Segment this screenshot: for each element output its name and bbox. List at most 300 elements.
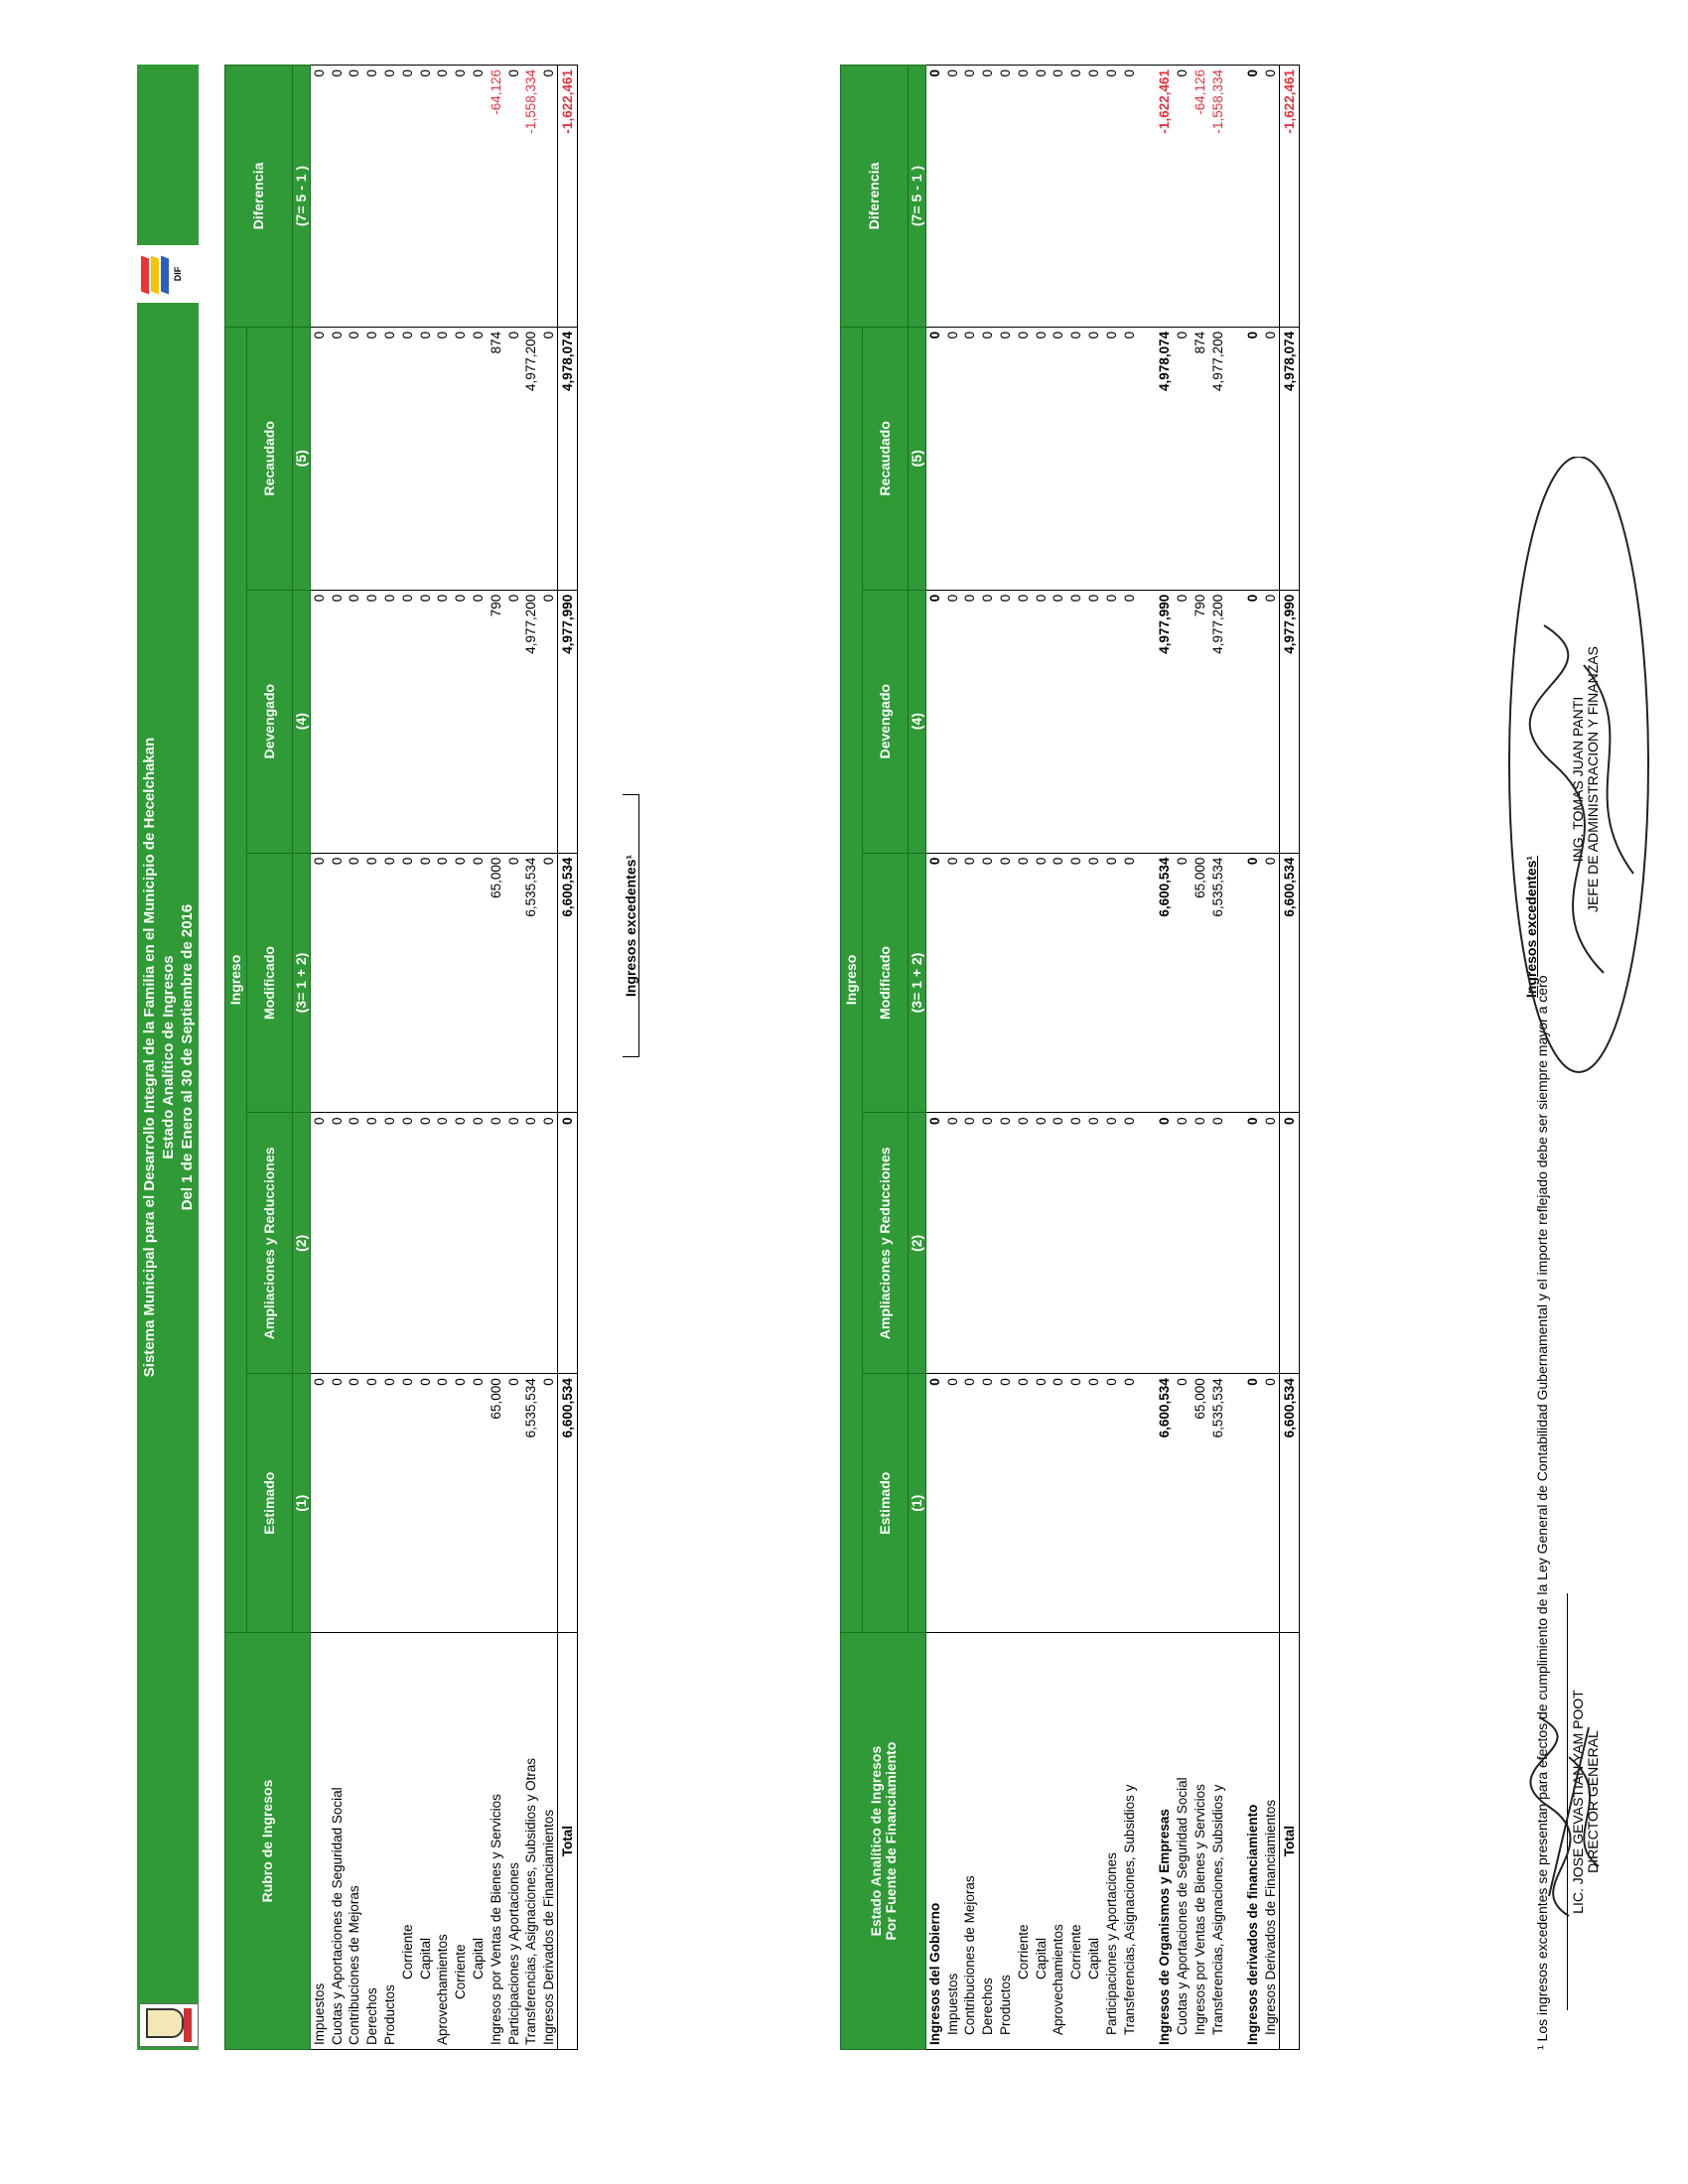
- cell-c1: 0: [1244, 1374, 1262, 1633]
- cell-c7: 0: [452, 66, 470, 328]
- cell-c2: 0: [926, 1113, 944, 1374]
- cell-c3: 0: [943, 853, 961, 1113]
- cell-c5: 0: [1120, 327, 1138, 590]
- cell-c1: 0: [1174, 1374, 1192, 1633]
- cell-c3: 0: [1050, 853, 1067, 1113]
- cell-c2: 0: [328, 1113, 346, 1374]
- cell-c7: -1,558,334: [1208, 66, 1226, 328]
- cell-c5: 0: [1067, 327, 1085, 590]
- cell-c2: 0: [1067, 1113, 1085, 1374]
- table-row: [434, 66, 452, 2050]
- cell-c1: 0: [346, 1374, 363, 1633]
- cell-c3: 0: [1014, 853, 1032, 1113]
- cell-c1: 0: [943, 1374, 961, 1633]
- cell-c1: 0: [1120, 1374, 1138, 1633]
- cell-c7: 0: [1032, 66, 1050, 328]
- cell-c1: 0: [504, 1374, 522, 1633]
- cell-c5: 0: [540, 327, 558, 590]
- cell-c2: 0: [943, 1113, 961, 1374]
- cell-c3: [1226, 853, 1244, 1113]
- cell-c3: 0: [961, 853, 979, 1113]
- cell-c1: 0: [434, 1374, 452, 1633]
- cell-c4: 0: [504, 590, 522, 853]
- cell-c2: [1138, 1113, 1156, 1374]
- cell-c7: 0: [1120, 66, 1138, 328]
- row-label: Capital: [1085, 1633, 1103, 2050]
- cell-c7: 0: [398, 66, 416, 328]
- cell-c4: 4,977,200: [522, 590, 540, 853]
- right-handwritten-signature: [1484, 457, 1673, 1092]
- cell-c1: 0: [311, 1374, 329, 1633]
- row-label: Productos: [381, 1633, 399, 2050]
- col-number-3: (3= 1 + 2): [293, 853, 311, 1113]
- row-label: Capital: [416, 1633, 434, 2050]
- cell-c4: 0: [1174, 590, 1192, 853]
- row-label: Transferencias, Asignaciones, Subsidios y Otras: [522, 1633, 540, 2050]
- cell-c2: 0: [346, 1113, 363, 1374]
- cell-c3: 0: [540, 853, 558, 1113]
- cell-c1: 0: [452, 1374, 470, 1633]
- cell-c5: 0: [1102, 327, 1120, 590]
- dif-logo-text: DIF: [173, 266, 183, 282]
- row-label: Corriente: [398, 1633, 416, 2050]
- cell-c7: 0: [1102, 66, 1120, 328]
- header-line-3: Del 1 de Enero al 30 de Septiembre de 2016: [179, 903, 196, 1211]
- table-row: [398, 66, 416, 2050]
- table-row: [1067, 66, 1085, 2050]
- cell-c5: 0: [416, 327, 434, 590]
- cell-c3: 0: [997, 853, 1015, 1113]
- cell-c3: 0: [328, 853, 346, 1113]
- cell-c3: 0: [398, 853, 416, 1113]
- cell-c5: 0: [997, 327, 1015, 590]
- row-label: Ingresos Derivados de Financiamientos: [1262, 1633, 1280, 2050]
- row-label: Ingresos por Ventas de Bienes y Servicios: [1191, 1633, 1208, 2050]
- cell-c3: 0: [1032, 853, 1050, 1113]
- row-label: Impuestos: [943, 1633, 961, 2050]
- table-row: [381, 66, 399, 2050]
- cell-c5: 874: [487, 327, 504, 590]
- cell-c1: 0: [328, 1374, 346, 1633]
- cell-c3: 0: [1244, 853, 1262, 1113]
- modificado-header-2: Modificado: [863, 853, 909, 1113]
- cell-c7: -1,622,461: [1156, 66, 1174, 328]
- table-row: [1174, 66, 1192, 2050]
- cell-c2: 0: [1102, 1113, 1120, 1374]
- table-row: [487, 66, 504, 2050]
- cell-c4: 0: [470, 590, 488, 853]
- total-label: Total: [558, 1633, 578, 2050]
- table-row: [470, 66, 488, 2050]
- cell-c5: 0: [346, 327, 363, 590]
- cell-c1: 0: [540, 1374, 558, 1633]
- cell-c7: 0: [470, 66, 488, 328]
- cell-c3: 0: [926, 853, 944, 1113]
- cell-c3: 0: [1102, 853, 1120, 1113]
- cell-c2: 0: [1208, 1113, 1226, 1374]
- row-label: Aprovechamientos: [1050, 1633, 1067, 2050]
- cell-c3: 0: [452, 853, 470, 1113]
- cell-c4: 0: [943, 590, 961, 853]
- cell-c4: 0: [381, 590, 399, 853]
- row-label: Capital: [470, 1633, 488, 2050]
- cell-c1: 0: [381, 1374, 399, 1633]
- table-row: [1226, 66, 1244, 2050]
- cell-c1: 0: [997, 1374, 1015, 1633]
- cell-c5: 0: [1032, 327, 1050, 590]
- cell-c4: 0: [1120, 590, 1138, 853]
- cell-c7: 0: [434, 66, 452, 328]
- row-label: Cuotas y Aportaciones de Seguridad Social: [328, 1633, 346, 2050]
- cell-c4: 0: [979, 590, 997, 853]
- cell-c1: 0: [363, 1374, 381, 1633]
- total-c7: -1,622,461: [558, 66, 578, 328]
- col-number-1b: (1): [909, 1374, 926, 1633]
- cell-c3: 0: [434, 853, 452, 1113]
- cell-c7: 0: [979, 66, 997, 328]
- cell-c1: 0: [416, 1374, 434, 1633]
- cell-c5: [1138, 327, 1156, 590]
- devengado-header: Devengado: [247, 590, 293, 853]
- report-header: [137, 65, 199, 2050]
- cell-c4: 4,977,200: [1208, 590, 1226, 853]
- cell-c7: 0: [504, 66, 522, 328]
- cell-c4: 0: [1067, 590, 1085, 853]
- cell-c2: 0: [434, 1113, 452, 1374]
- fuente-financiamiento-table: [840, 65, 1300, 2050]
- modificado-header: Modificado: [247, 853, 293, 1113]
- ampliaciones-header: Ampliaciones y Reducciones: [247, 1113, 293, 1374]
- col-number-5b: (5): [909, 327, 926, 590]
- table-row: [1120, 66, 1138, 2050]
- cell-c3: 0: [1120, 853, 1138, 1113]
- cell-c7: 0: [416, 66, 434, 328]
- cell-c7: 0: [311, 66, 329, 328]
- cell-c7: 0: [540, 66, 558, 328]
- cell-c4: 0: [346, 590, 363, 853]
- cell-c4: 790: [487, 590, 504, 853]
- cell-c2: 0: [540, 1113, 558, 1374]
- ingreso-group-header: Ingreso: [225, 327, 247, 1632]
- left-handwritten-signature: [1509, 1668, 1628, 1926]
- cell-c7: 0: [1262, 66, 1280, 328]
- cell-c1: 0: [979, 1374, 997, 1633]
- total-c4: 4,977,990: [1279, 590, 1299, 853]
- row-label: Productos: [997, 1633, 1015, 2050]
- cell-c3: 65,000: [487, 853, 504, 1113]
- cell-c5: 4,977,200: [522, 327, 540, 590]
- cell-c7: 0: [943, 66, 961, 328]
- cell-c4: 0: [452, 590, 470, 853]
- cell-c2: 0: [504, 1113, 522, 1374]
- cell-c4: 0: [997, 590, 1015, 853]
- row-label: Ingresos derivados de financiamiento: [1244, 1633, 1262, 2050]
- cell-c1: 0: [1032, 1374, 1050, 1633]
- row-label: Contribuciones de Mejoras: [961, 1633, 979, 2050]
- cell-c5: 0: [1262, 327, 1280, 590]
- cell-c4: 0: [1032, 590, 1050, 853]
- cell-c1: 6,535,534: [522, 1374, 540, 1633]
- diferencia-header-2: Diferencia: [841, 66, 909, 328]
- table-row: [504, 66, 522, 2050]
- total-c4: 4,977,990: [558, 590, 578, 853]
- estimado-header-2: Estimado: [863, 1374, 909, 1633]
- cell-c2: 0: [1032, 1113, 1050, 1374]
- cell-c1: 0: [1262, 1374, 1280, 1633]
- cell-c5: 874: [1191, 327, 1208, 590]
- cell-c5: 0: [363, 327, 381, 590]
- cell-c4: [1138, 590, 1156, 853]
- cell-c5: 0: [979, 327, 997, 590]
- row-label: Aprovechamientos: [434, 1633, 452, 2050]
- cell-c7: 0: [926, 66, 944, 328]
- ingresos-excedentes-label-2: Ingresos excedentes¹: [1523, 855, 1539, 999]
- table-row: [346, 66, 363, 2050]
- cell-c2: 0: [1085, 1113, 1103, 1374]
- cell-c7: [1138, 66, 1156, 328]
- cell-c4: 0: [311, 590, 329, 853]
- row-label: Participaciones y Aportaciones: [504, 1633, 522, 2050]
- cell-c4: 0: [540, 590, 558, 853]
- col-number-3b: (3= 1 + 2): [909, 853, 926, 1113]
- total-c5: 4,978,074: [558, 327, 578, 590]
- cell-c1: 6,600,534: [1156, 1374, 1174, 1633]
- table-row: [452, 66, 470, 2050]
- cell-c5: 0: [504, 327, 522, 590]
- row-label: Cuotas y Aportaciones de Seguridad Social: [1174, 1633, 1192, 2050]
- cell-c1: 65,000: [487, 1374, 504, 1633]
- seal-ribbon-icon: [184, 2008, 192, 2042]
- cell-c1: [1138, 1374, 1156, 1633]
- cell-c4: 0: [926, 590, 944, 853]
- total-c3: 6,600,534: [558, 853, 578, 1113]
- row-label: Corriente: [1014, 1633, 1032, 2050]
- cell-c2: 0: [1120, 1113, 1138, 1374]
- cell-c3: 0: [346, 853, 363, 1113]
- table-row: [1138, 66, 1156, 2050]
- fuente-header: [841, 1633, 926, 2050]
- cell-c4: 0: [398, 590, 416, 853]
- estimado-header: Estimado: [247, 1374, 293, 1633]
- col-number-7: (7= 5 - 1 ): [293, 66, 311, 328]
- cell-c2: 0: [979, 1113, 997, 1374]
- total-c2: 0: [558, 1113, 578, 1374]
- cell-c7: -1,558,334: [522, 66, 540, 328]
- row-label: Derechos: [979, 1633, 997, 2050]
- cell-c2: 0: [1174, 1113, 1192, 1374]
- right-signer-title: JEFE DE ADMINISTRACION Y FINANZAS: [1585, 646, 1601, 912]
- row-label: Ingresos de Organismos y Empresas: [1156, 1633, 1174, 2050]
- row-label: Contribuciones de Mejoras: [346, 1633, 363, 2050]
- cell-c5: 0: [1244, 327, 1262, 590]
- dif-logo: [135, 245, 201, 303]
- cell-c4: 0: [961, 590, 979, 853]
- cell-c5: 0: [398, 327, 416, 590]
- table-row: [1102, 66, 1120, 2050]
- total-c5: 4,978,074: [1279, 327, 1299, 590]
- cell-c1: 65,000: [1191, 1374, 1208, 1633]
- cell-c1: 0: [1014, 1374, 1032, 1633]
- municipal-seal-logo: [139, 2003, 199, 2047]
- cell-c3: 0: [470, 853, 488, 1113]
- table-row: [416, 66, 434, 2050]
- row-label: Transferencias, Asignaciones, Subsidios y: [1208, 1633, 1226, 2050]
- left-signer-name: LIC. JOSE GEVASTIAN YAM POOT: [1570, 1690, 1586, 1914]
- footnote: ¹ Los ingresos excedentes se presentan para efectos de cumplimiento de la Ley General de Contabilidad Gubernamental y el importe reflejado debe ser siempre mayor a cero: [1534, 975, 1550, 2050]
- cell-c3: 6,535,534: [522, 853, 540, 1113]
- cell-c3: 6,535,534: [1208, 853, 1226, 1113]
- table-row: [961, 66, 979, 2050]
- cell-c3: 0: [363, 853, 381, 1113]
- cell-c2: [1226, 1113, 1244, 1374]
- cell-c2: 0: [381, 1113, 399, 1374]
- cell-c4: 0: [1262, 590, 1280, 853]
- cell-c4: [1226, 590, 1244, 853]
- ampliaciones-header-2: Ampliaciones y Reducciones: [863, 1113, 909, 1374]
- cell-c3: 0: [504, 853, 522, 1113]
- left-signer-title: DIRECTOR GENERAL: [1585, 1730, 1601, 1873]
- cell-c7: 0: [1050, 66, 1067, 328]
- cell-c2: 0: [470, 1113, 488, 1374]
- table-row: [1032, 66, 1050, 2050]
- table-row: [1191, 66, 1208, 2050]
- cell-c7: -64,126: [1191, 66, 1208, 328]
- cell-c5: 0: [1014, 327, 1032, 590]
- cell-c2: 0: [452, 1113, 470, 1374]
- cell-c3: 6,600,534: [1156, 853, 1174, 1113]
- devengado-header-2: Devengado: [863, 590, 909, 853]
- rubro-header: Rubro de Ingresos: [225, 1633, 311, 2050]
- cell-c2: 0: [398, 1113, 416, 1374]
- cell-c4: 0: [416, 590, 434, 853]
- table-row: [522, 66, 540, 2050]
- fuente-header-line-1: Estado Analítico de Ingresos: [867, 1745, 884, 1937]
- rubro-ingresos-table: [224, 65, 578, 2050]
- cell-c7: 0: [1244, 66, 1262, 328]
- col-number-4b: (4): [909, 590, 926, 853]
- cell-c5: 0: [1050, 327, 1067, 590]
- table-row: [1262, 66, 1280, 2050]
- cell-c1: 6,535,534: [1208, 1374, 1226, 1633]
- cell-c7: 0: [1085, 66, 1103, 328]
- cell-c2: 0: [1244, 1113, 1262, 1374]
- cell-c3: 0: [416, 853, 434, 1113]
- cell-c7: 0: [1174, 66, 1192, 328]
- col-number-5: (5): [293, 327, 311, 590]
- cell-c2: 0: [997, 1113, 1015, 1374]
- table-row: [1085, 66, 1103, 2050]
- col-number-2b: (2): [909, 1113, 926, 1374]
- cell-c7: 0: [381, 66, 399, 328]
- cell-c1: 0: [1085, 1374, 1103, 1633]
- table-row: [943, 66, 961, 2050]
- cell-c5: 0: [311, 327, 329, 590]
- col-number-2: (2): [293, 1113, 311, 1374]
- total-row: [1279, 66, 1299, 2050]
- row-label: Ingresos del Gobierno: [926, 1633, 944, 2050]
- cell-c7: 0: [363, 66, 381, 328]
- row-label: [1138, 1633, 1156, 2050]
- cell-c1: 0: [398, 1374, 416, 1633]
- cell-c1: 0: [926, 1374, 944, 1633]
- cell-c7: 0: [346, 66, 363, 328]
- cell-c1: 0: [1050, 1374, 1067, 1633]
- row-label: Transferencias, Asignaciones, Subsidios y: [1120, 1633, 1138, 2050]
- table-row: [540, 66, 558, 2050]
- row-label: Corriente: [1067, 1633, 1085, 2050]
- cell-c5: 0: [381, 327, 399, 590]
- col-number-7b: (7= 5 - 1 ): [909, 66, 926, 328]
- cell-c4: 0: [363, 590, 381, 853]
- table-row: [363, 66, 381, 2050]
- table-row: [311, 66, 329, 2050]
- cell-c4: 0: [1050, 590, 1067, 853]
- total-c2: 0: [1279, 1113, 1299, 1374]
- right-signer-name: ING. TOMAS JUAN PANTI: [1570, 696, 1586, 863]
- table-row: [926, 66, 944, 2050]
- row-label: Impuestos: [311, 1633, 329, 2050]
- cell-c5: [1226, 327, 1244, 590]
- row-label: Ingresos por Ventas de Bienes y Servicios: [487, 1633, 504, 2050]
- cell-c5: 0: [961, 327, 979, 590]
- row-label: Ingresos Derivados de Financiamientos: [540, 1633, 558, 2050]
- header-line-2: Estado Analítico de Ingresos: [160, 955, 177, 1160]
- row-label: Capital: [1032, 1633, 1050, 2050]
- cell-c7: -64,126: [487, 66, 504, 328]
- ingresos-excedentes-label-1: Ingresos excedentes¹: [623, 794, 639, 1057]
- cell-c5: 0: [943, 327, 961, 590]
- fuente-header-line-2: Por Fuente de Financiamiento: [882, 1741, 899, 1941]
- recaudado-header: Recaudado: [247, 327, 293, 590]
- cell-c2: 0: [1156, 1113, 1174, 1374]
- cell-c2: 0: [522, 1113, 540, 1374]
- cell-c4: 0: [1102, 590, 1120, 853]
- cell-c2: 0: [1191, 1113, 1208, 1374]
- cell-c5: 4,978,074: [1156, 327, 1174, 590]
- total-c1: 6,600,534: [558, 1374, 578, 1633]
- cell-c2: 0: [487, 1113, 504, 1374]
- cell-c5: 0: [470, 327, 488, 590]
- recaudado-header-2: Recaudado: [863, 327, 909, 590]
- diferencia-header: Diferencia: [225, 66, 293, 328]
- col-number-4: (4): [293, 590, 311, 853]
- cell-c4: 0: [1085, 590, 1103, 853]
- cell-c7: [1226, 66, 1244, 328]
- col-number-1: (1): [293, 1374, 311, 1633]
- cell-c3: 0: [1085, 853, 1103, 1113]
- row-label: Participaciones y Aportaciones: [1102, 1633, 1120, 2050]
- cell-c1: [1226, 1374, 1244, 1633]
- cell-c3: 0: [381, 853, 399, 1113]
- cell-c2: 0: [1050, 1113, 1067, 1374]
- cell-c5: 0: [452, 327, 470, 590]
- cell-c2: 0: [311, 1113, 329, 1374]
- cell-c2: 0: [363, 1113, 381, 1374]
- total-c7: -1,622,461: [1279, 66, 1299, 328]
- row-label: [1226, 1633, 1244, 2050]
- table-row: [979, 66, 997, 2050]
- table-row: [997, 66, 1015, 2050]
- cell-c3: 65,000: [1191, 853, 1208, 1113]
- cell-c2: 0: [416, 1113, 434, 1374]
- cell-c3: 0: [1262, 853, 1280, 1113]
- cell-c7: 0: [1067, 66, 1085, 328]
- cell-c1: 0: [1067, 1374, 1085, 1633]
- cell-c5: 0: [1085, 327, 1103, 590]
- cell-c5: 0: [434, 327, 452, 590]
- cell-c4: 0: [328, 590, 346, 853]
- cell-c3: 0: [979, 853, 997, 1113]
